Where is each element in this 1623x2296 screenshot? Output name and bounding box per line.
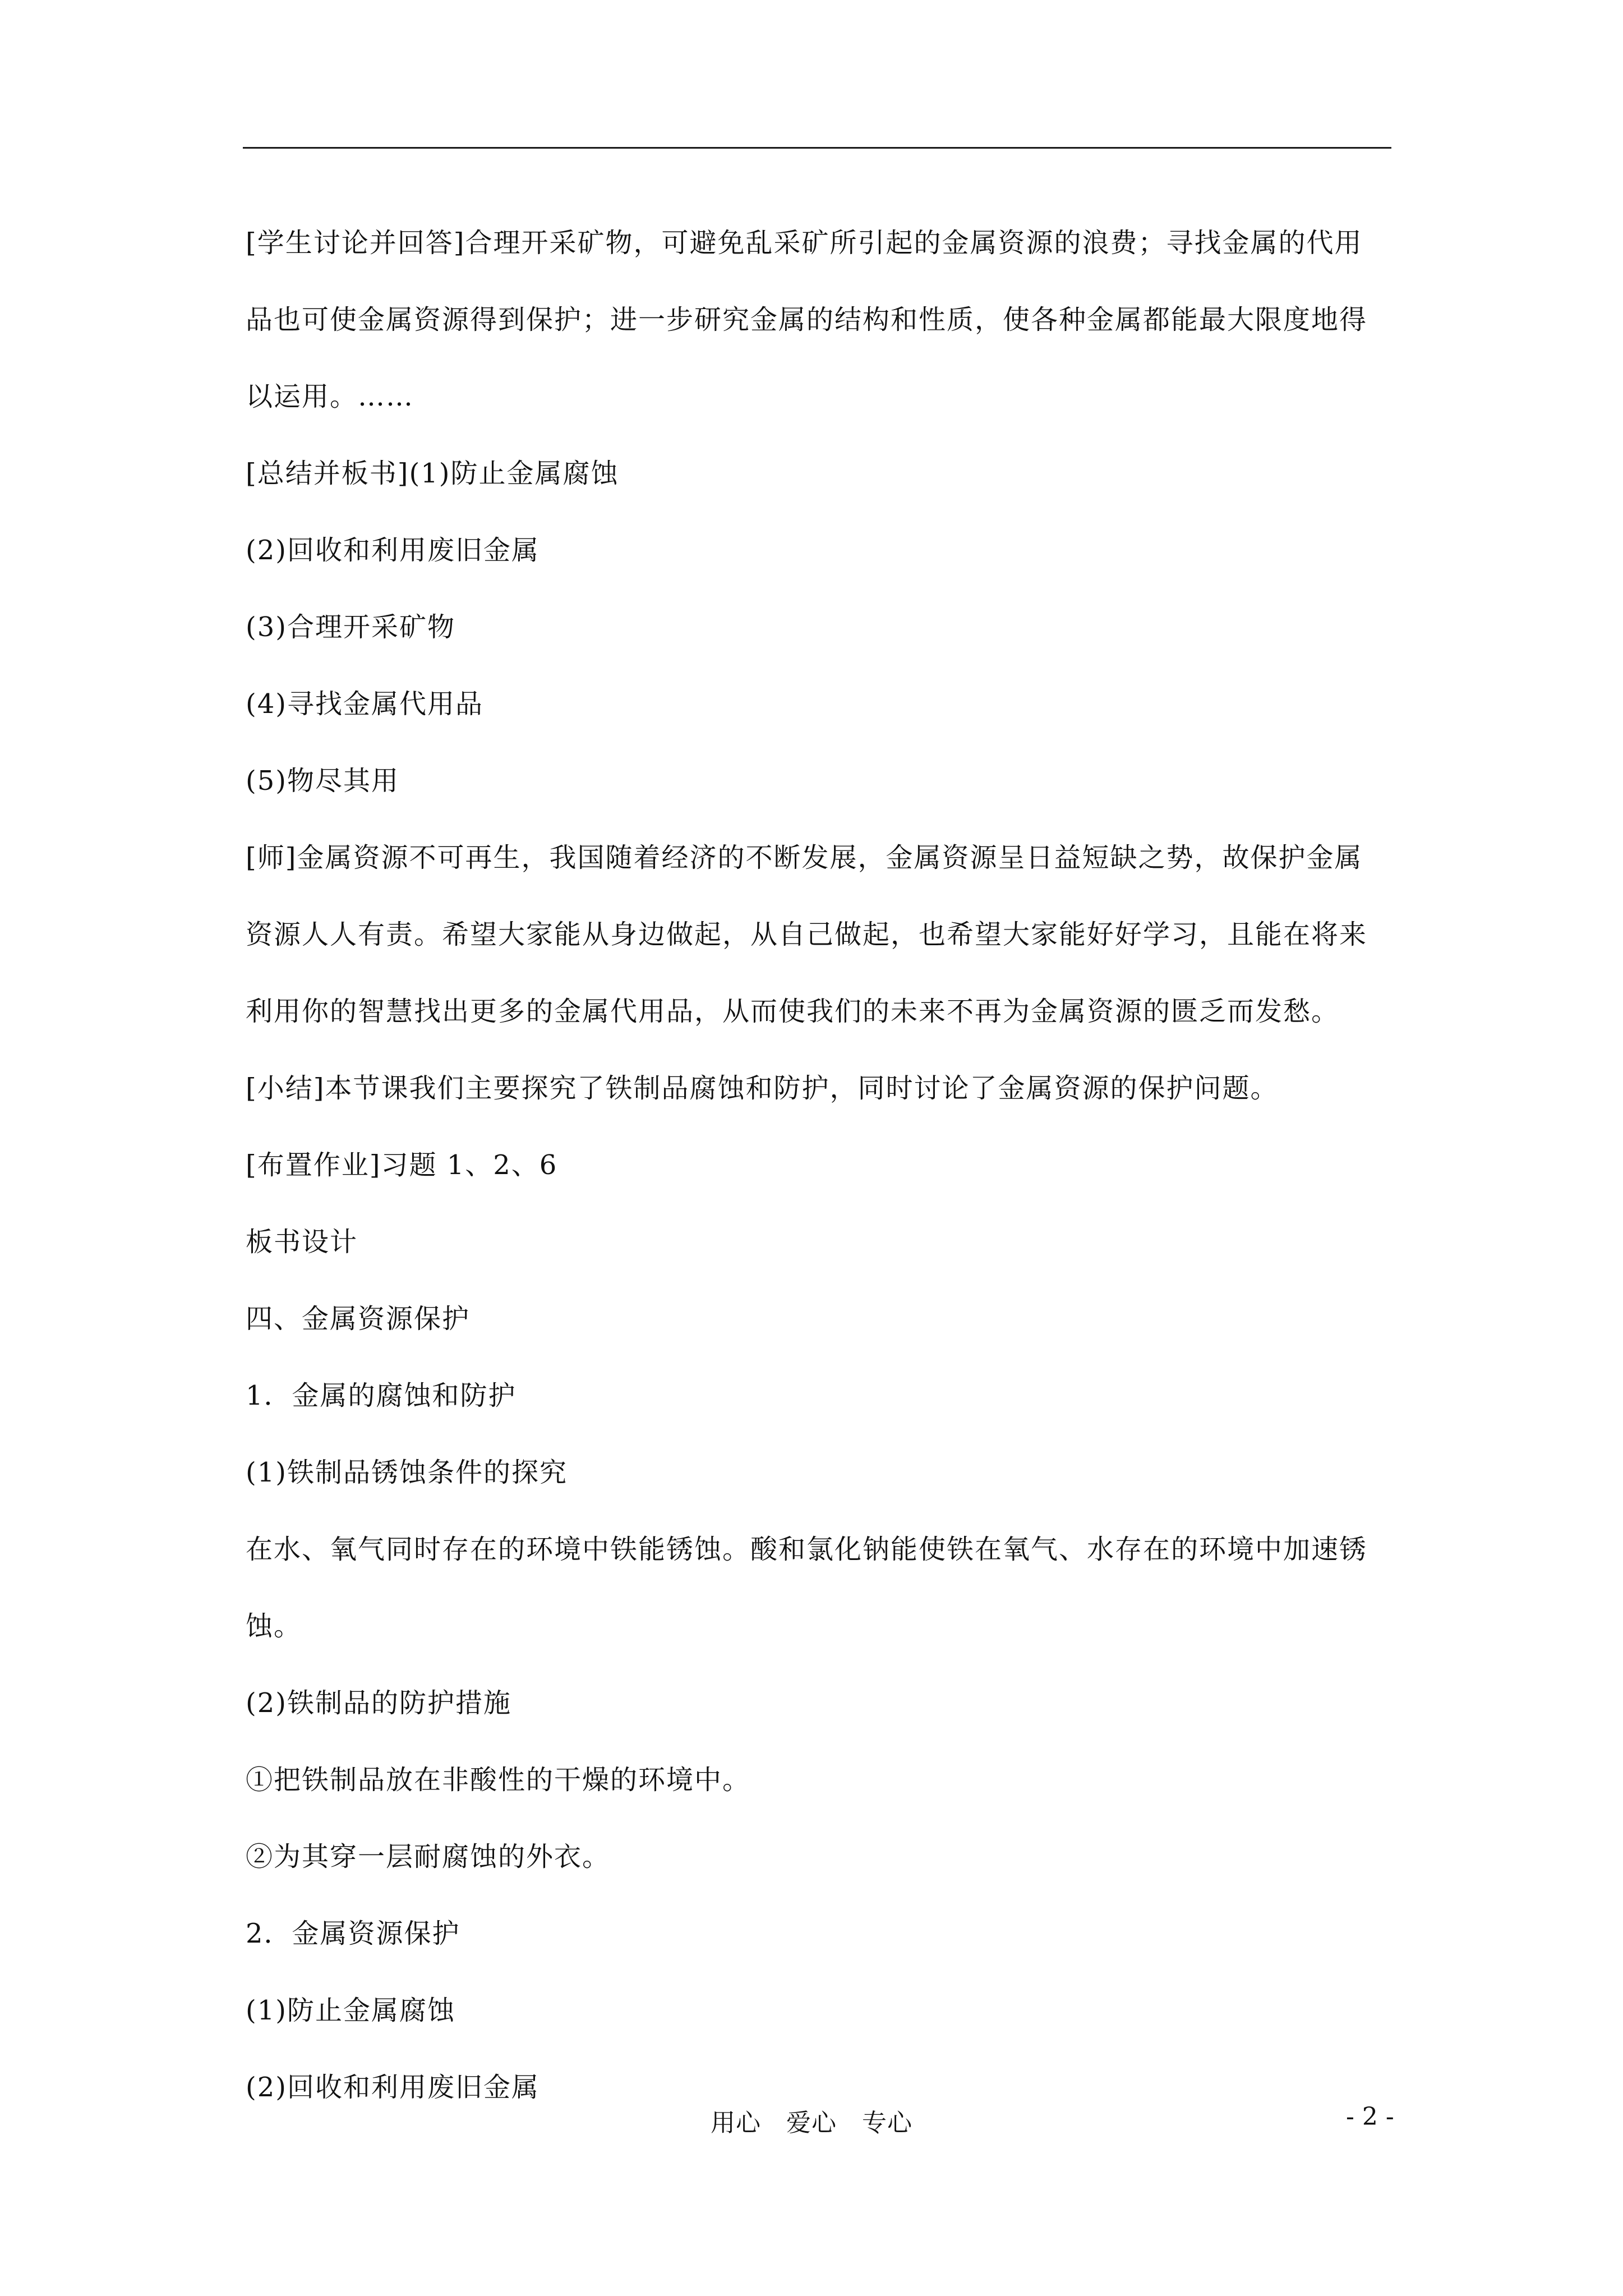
text-line: 在水、氧气同时存在的环境中铁能锈蚀。酸和氯化钠能使铁在氧气、水存在的环境中加速锈 — [246, 1534, 1368, 1565]
header-rule — [243, 147, 1391, 149]
text-line: 板书设计 — [246, 1226, 358, 1258]
text-line: ②为其穿一层耐腐蚀的外衣。 — [246, 1841, 611, 1872]
text-line: ①把铁制品放在非酸性的干燥的环境中。 — [246, 1764, 751, 1796]
text-line: 利用你的智慧找出更多的金属代用品，从而使我们的未来不再为金属资源的匮乏而发愁。 — [246, 996, 1340, 1027]
text-line: [小结]本节课我们主要探究了铁制品腐蚀和防护，同时讨论了金属资源的保护问题。 — [246, 1073, 1279, 1104]
text-line: (3)合理开采矿物 — [246, 611, 455, 643]
text-line: 2．金属资源保护 — [246, 1918, 460, 1949]
text-line: 以运用。…… — [246, 381, 414, 412]
page-number: - 2 - — [1346, 2102, 1394, 2131]
text-line: (2)回收和利用废旧金属 — [246, 535, 540, 566]
text-line: [学生讨论并回答]合理开采矿物，可避免乱采矿所引起的金属资源的浪费；寻找金属的代用 — [246, 227, 1363, 259]
text-line: 蚀。 — [246, 1611, 302, 1642]
text-line: (2)铁制品的防护措施 — [246, 1687, 511, 1719]
text-line: 品也可使金属资源得到保护；进一步研究金属的结构和性质，使各种金属都能最大限度地得 — [246, 304, 1368, 335]
footer-motto: 用心 爱心 专心 — [711, 2109, 912, 2137]
text-line: (4)寻找金属代用品 — [246, 688, 483, 720]
text-line: 资源人人有责。希望大家能从身边做起，从自己做起，也希望大家能好好学习，且能在将来 — [246, 919, 1368, 950]
text-line: 1．金属的腐蚀和防护 — [246, 1380, 517, 1411]
text-line: [布置作业]习题 1、2、6 — [246, 1149, 558, 1181]
text-line: (2)回收和利用废旧金属 — [246, 2072, 540, 2103]
document-body — [246, 205, 1394, 2126]
text-line: (1)防止金属腐蚀 — [246, 1995, 455, 2026]
text-line: [师]金属资源不可再生，我国随着经济的不断发展，金属资源呈日益短缺之势，故保护金属 — [246, 842, 1363, 873]
text-line: 四、金属资源保护 — [246, 1303, 471, 1335]
text-line: (1)铁制品锈蚀条件的探究 — [246, 1457, 568, 1488]
text-line: (5)物尽其用 — [246, 765, 399, 797]
text-line: [总结并板书](1)防止金属腐蚀 — [246, 458, 619, 489]
